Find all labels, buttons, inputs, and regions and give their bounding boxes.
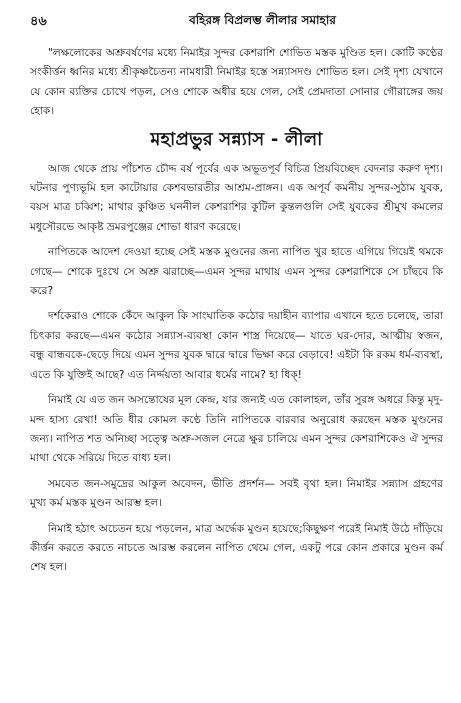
paragraph: নাপিতকে আদেশ দেওয়া হচ্ছে সেই মস্তক মুণ্ডনের জন্য নাপিত খুর হাতে এগিয়ে গিয়েই থমকে গেছে— শোকে দুঃখে সে অশ্রু ঝরাচ্ছে—এমন সুন্দর মাথায় এমন সুন্দর কেশরাশিকে সে চাঁছবে কি করে? bbox=[30, 246, 443, 298]
running-title: বহিরঙ্গ বিপ্রলম্ভ লীলার সমাহার bbox=[189, 13, 336, 27]
body-text bbox=[30, 44, 443, 584]
paragraph: সমবেত জন-সমুদ্রের আকুল অবেদন, ভীতি প্রদর্শন— সবই বৃথা হল। নিমাইর সন্ন্যাস গ্রহণের মুখ্য কর্ম মস্তক মুণ্ডন আরম্ভ হল। bbox=[30, 477, 443, 510]
paragraph: নিমাই যে এত জন অসন্তোষের মূল কেন্দ্র, যার জন্যই এত কোলাহল, তাঁর সুরঙ্গ অধরে কিন্তু মৃদু-মন্দ হাস্য রেখা! অতি ধীর কোমল কণ্ঠে তিনি নাপিতকে বারবার অনুরোধ করছেন মস্তক মুণ্ডনের জন্য। নাপিত শত অনিচ্ছা সত্ত্বে অশ্রু-সজল নেত্রে ক্ষুর চালিয়ে এমন সুন্দর কেশরাশিকেও ঐ সুন্দর মাথা থেকে সরিয়ে দিতে বাধ্য হল। bbox=[30, 394, 443, 465]
quote-paragraph: "লক্ষলোকের অশ্রুবর্ষণের মধ্যে নিমাইর সুন্দর কেশরাশি শোভিত মস্তক মুণ্ডিত হল। কোটি কণ্ঠের সংকীর্ত্তন ধ্বনির মধ্যে শ্রীকৃষ্ণচৈতন্য নামধারী নিমাইর হস্তে সন্ন্যাসদণ্ড শোভিত হল। সেই দৃশ্য যেখানে যে কোন ব্যক্তির চোখে পড়ল, সেও শোকে অধীর হয়ে গেল, সেই প্রেমদাতা সোনার গৌরাঙ্গের জয় হোক। bbox=[30, 47, 443, 118]
paragraph: আজ থেকে প্রায় পাঁচশত চৌদ্দ বর্ষ পূর্বের এক অভূতপূর্ব বিচিত্র প্রিয়বিচ্ছেদ বেদনার করুণ দৃশ্য। ঘটনার পুণ্যভূমি হল কাটোয়ার কেশবভারতীর আশ্রম-প্রাঙ্গন। এক অপূর্ব কমনীয় সুন্দর-সুঠাম যুবক, বয়স মাত্র চব্বিশ; মাথার কুঞ্চিত ঘননীল কেশরাশির কুটিল কুন্তলগুলি সেই যুবকের শ্রীমুখ কমলের মধুসৌরভে আকৃষ্ট ভ্রমরপুঞ্জের শোভা ধারণ করেছে। bbox=[30, 162, 443, 233]
section-heading: মহাপ্রভুর সন্ন্যাস - লীলা bbox=[150, 128, 323, 150]
paragraph: নিমাই হঠাৎ অচেতন হয়ে পড়লেন, মাত্র অর্দ্ধেক মুণ্ডন হয়েছে;কিছুক্ষণ পরেই নিমাই উঠে দাঁড়িয়ে কীর্ত্তন করতে করতে নাচতে আরম্ভ করলেন নাপিত থেমে গেল, একটু পরে কোন প্রকারে মুণ্ডন কর্ম শেষ হল। bbox=[30, 522, 443, 574]
page-header bbox=[30, 12, 443, 32]
page-number: ৪৬ bbox=[30, 14, 47, 29]
paragraph: দর্শকেরাও শোকে কেঁদে আকুল কি সাংঘাতিক কঠোর দয়াহীন ব্যাপার এখানে হতে চলেছে, তারা চিৎকার করছে—এমন কঠোর সন্ন্যাস-ব্যবস্থা কোন শাস্ত্র দিয়েছে— যাতে ঘর-দোর, আত্মীয় স্বজন, বন্ধু বান্ধবকে-ছেড়ে দিয়ে এমন সুন্দর যুবক দ্বারে দ্বারে ভিক্ষা করে বেড়াবে! এইটা কি রকম ধর্ম-ব্যবস্থা, এতে কি যুক্তিই আছে? এত নির্দ্দয়তা আবার ধর্মের নামে? হা ধিক্! bbox=[30, 310, 443, 381]
